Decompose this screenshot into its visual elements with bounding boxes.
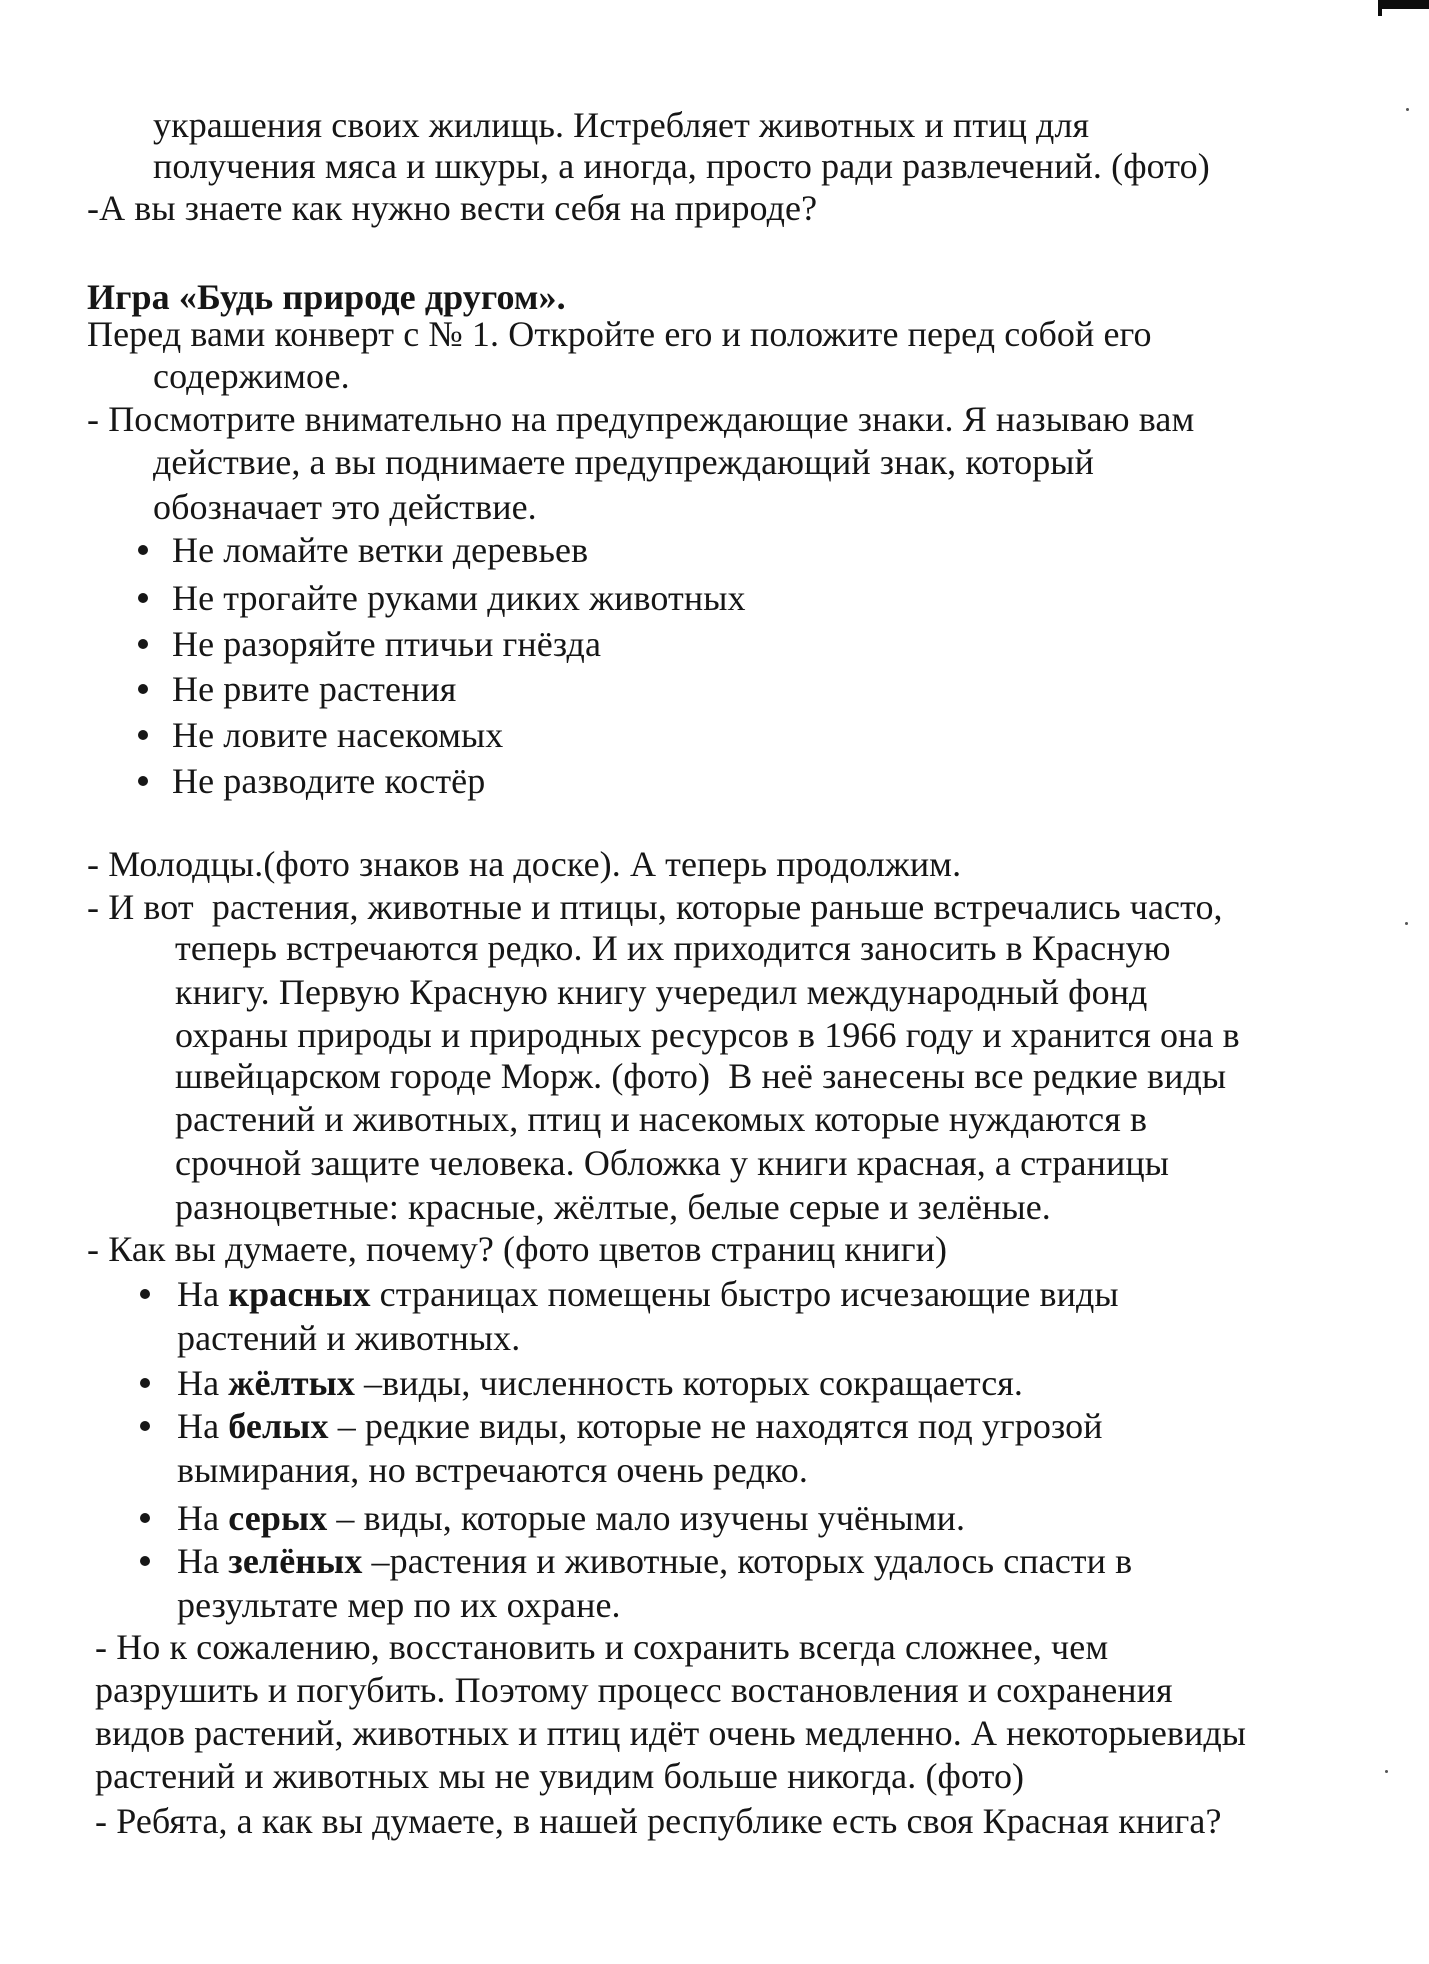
page-color-item [0,1539,1429,1583]
warning-sign-text: Не разводите костёр [172,761,486,801]
page-color-item [0,1361,1429,1405]
red-book-intro-line: срочной защите человека. Обложка у книги красная, а страницы [175,1143,1169,1183]
page-color-name: жёлтых [228,1363,355,1403]
page-color-prefix: На [177,1498,229,1538]
page-color-name: красных [228,1274,371,1314]
scan-speck [1406,108,1409,111]
scan-speck [1405,922,1408,925]
conclusion-line: разрушить и погубить. Поэтому процесс востановления и сохранения [95,1670,1173,1710]
red-book-intro-line: охраны природы и природных ресурсов в 1966 году и хранится она в [175,1015,1240,1055]
task-line: действие, а вы поднимаете предупреждающий знак, который [153,442,1094,482]
bullet-icon [140,1421,150,1431]
bullet-icon [138,593,148,603]
conclusion-line: - Но к сожалению, восстановить и сохранить всегда сложнее, чем [95,1627,1109,1667]
scan-speck [1385,1770,1388,1773]
task-line: обозначает это действие. [153,487,537,527]
page-color-description: – редкие виды, которые не находятся под угрозой [328,1406,1103,1446]
page-color-text [177,1272,1119,1316]
continuation-line: украшения своих жилищь. Истребляет животных и птиц для [153,105,1090,145]
warning-sign-text: Не рвите растения [172,669,457,709]
warning-sign-item [0,576,1429,620]
page-color-text [177,1404,1103,1448]
red-book-intro-line: швейцарском городе Морж. (фото) В неё занесены все редкие виды [175,1056,1227,1096]
warning-sign-item [0,667,1429,711]
warning-sign-item [0,622,1429,666]
page-color-text [177,1496,965,1540]
bullet-icon [140,1556,150,1566]
red-book-intro-line: теперь встречаются редко. И их приходится заносить в Красную [175,928,1171,968]
page-color-continuation: растений и животных. [177,1318,521,1358]
bullet-icon [138,545,148,555]
envelope-instruction-line: Перед вами конверт с № 1. Откройте его и положите перед собой его [87,314,1152,354]
bullet-icon [140,1513,150,1523]
page-color-continuation: результате мер по их охране. [177,1585,621,1625]
envelope-instruction-line: содержимое. [153,356,350,396]
bullet-icon [138,776,148,786]
warning-sign-item [0,759,1429,803]
nature-question: -А вы знаете как нужно вести себя на природе? [87,188,818,228]
bullet-icon [140,1289,150,1299]
bullet-icon [138,684,148,694]
page-color-description: –виды, численность которых сокращается. [354,1363,1024,1403]
warning-sign-item [0,528,1429,572]
page-color-description: –растения и животные, которых удалось спасти в [362,1541,1133,1581]
warning-sign-text: Не ловите насекомых [172,715,504,755]
page-color-name: серых [228,1498,328,1538]
page-color-name: белых [228,1406,329,1446]
bullet-icon [138,730,148,740]
warning-sign-text: Не ломайте ветки деревьев [172,530,589,570]
red-book-intro-line: растений и животных, птиц и насекомых которые нуждаются в [175,1099,1148,1139]
page-color-name: зелёных [228,1541,363,1581]
page-color-text [177,1361,1023,1405]
game-title: Игра «Будь природе другом». [87,277,566,317]
red-book-intro-line: книгу. Первую Красную книгу учередил международный фонд [175,972,1148,1012]
page-color-item [0,1496,1429,1540]
continuation-line: получения мяса и шкуры, а иногда, просто ради развлечений. (фото) [153,146,1210,186]
warning-sign-item [0,713,1429,757]
page-color-continuation: вымирания, но встречаются очень редко. [177,1450,808,1490]
page-color-text [177,1539,1132,1583]
page-color-description: – виды, которые мало изучены учёными. [327,1498,966,1538]
page-color-prefix: На [177,1541,229,1581]
page-color-item [0,1272,1429,1316]
page-color-description: страницах помещены быстро исчезающие виды [370,1274,1119,1314]
why-question: - Как вы думаете, почему? (фото цветов страниц книги) [87,1229,948,1269]
final-question: - Ребята, а как вы думаете, в нашей республике есть своя Красная книга? [95,1801,1222,1841]
praise-line: - Молодцы.(фото знаков на доске). А теперь продолжим. [87,844,962,884]
red-book-intro-line: разноцветные: красные, жёлтые, белые серые и зелёные. [175,1187,1051,1227]
scan-corner-mark-stub [1378,0,1382,16]
warning-sign-text: Не разоряйте птичьи гнёзда [172,624,602,664]
conclusion-line: видов растений, животных и птиц идёт очень медленно. А некоторыевиды [95,1713,1247,1753]
warning-sign-text: Не трогайте руками диких животных [172,578,746,618]
page-color-item [0,1404,1429,1448]
task-line: - Посмотрите внимательно на предупреждающие знаки. Я называю вам [87,399,1195,439]
page-color-prefix: На [177,1363,229,1403]
bullet-icon [140,1378,150,1388]
scan-corner-mark [1378,0,1429,9]
page-color-prefix: На [177,1406,229,1446]
bullet-icon [138,639,148,649]
conclusion-line: растений и животных мы не увидим больше никогда. (фото) [95,1756,1025,1796]
red-book-intro-line: - И вот растения, животные и птицы, которые раньше встречались часто, [87,887,1223,927]
page-color-prefix: На [177,1274,229,1314]
